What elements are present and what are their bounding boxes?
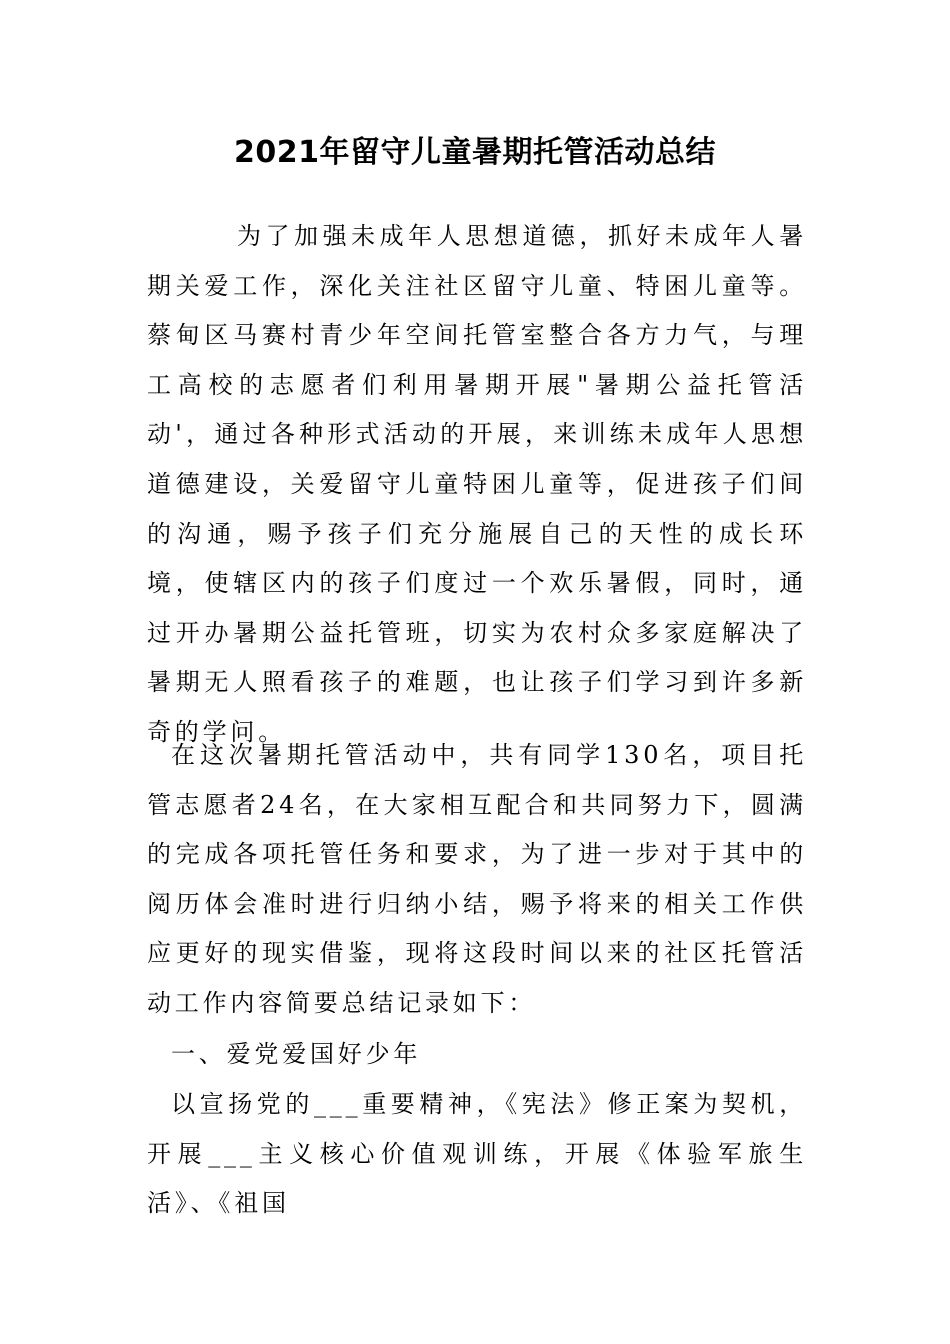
section-heading: 一、爱党爱国好少年 (171, 1040, 422, 1068)
summary-paragraph: 在这次暑期托管活动中，共有同学130名，项目托管志愿者24名，在大家相互配合和共同努力下，圆满的完成各项托管任务和要求，为了进一步对于其中的阅历体会准时进行归纳小结，赐予将来的相关工作供应更好的现实借鉴，现将这段时间以来的社区托管活动工作内容简要总结记录如下： (147, 741, 807, 1017)
section-paragraph: 以宣扬党的___重要精神，《宪法》修正案为契机，开展___主义核心价值观训练，开展《体验军旅生活》、《祖国 (147, 1090, 807, 1218)
intro-paragraph: 为了加强未成年人思想道德，抓好未成年人暑期关爱工作，深化关注社区留守儿童、特困儿童等。蔡甸区马赛村青少年空间托管室整合各方力气，与理工高校的志愿者们利用暑期开展"暑期公益托管活动'，通过各种形式活动的开展，来训练未成年人思想道德建设，关爱留守儿童特困儿童等，促进孩子们间的沟通，赐予孩子们充分施展自己的天性的成长环境，使辖区内的孩子们度过一个欢乐暑假，同时，通过开办暑期公益托管班，切实为农村众多家庭解决了暑期无人照看孩子的难题，也让孩子们学习到许多新奇的学问。 (147, 222, 807, 746)
document-title: 2021年留守儿童暑期托管活动总结 (234, 135, 716, 170)
